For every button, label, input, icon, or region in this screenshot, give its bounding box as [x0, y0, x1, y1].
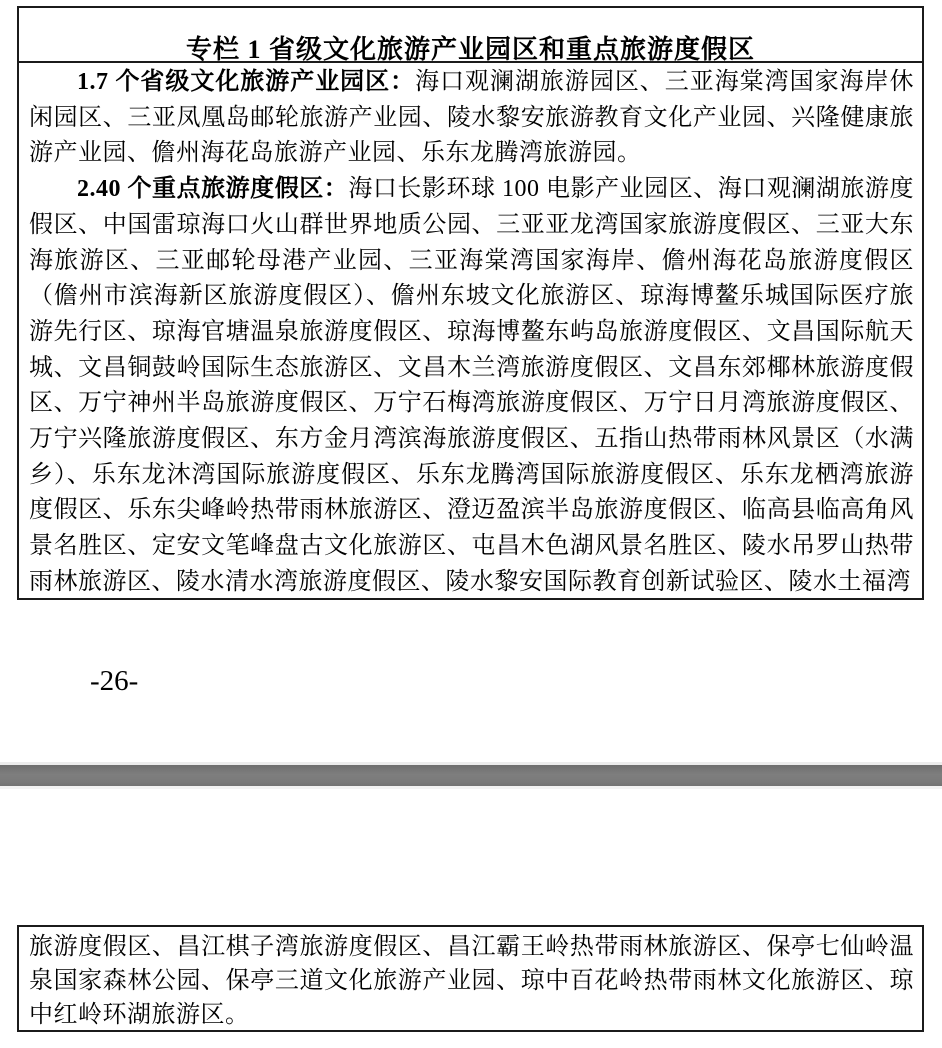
box-resorts-continued: [17, 925, 924, 1032]
box-continued-body: [19, 927, 922, 1032]
box-title: 专栏 1 省级文化旅游产业园区和重点旅游度假区: [19, 8, 922, 63]
page-separator-bar: [0, 765, 942, 786]
paragraph-industrial-parks-text: 海口观澜湖旅游园区、三亚海棠湾国家海岸休闲园区、三亚凤凰岛邮轮旅游产业园、陵水黎安旅游教育文化产业园、兴隆健康旅游产业园、儋州海花岛旅游产业园、乐东龙腾湾旅游园。: [29, 69, 914, 167]
paragraph-key-resorts: [29, 172, 914, 600]
page-separator: [0, 762, 942, 789]
paragraph-key-resorts-text: 海口长影环球 100 电影产业园区、海口观澜湖旅游度假区、中国雷琼海口火山群世界地质公园、三亚亚龙湾国家旅游度假区、三亚大东海旅游区、三亚邮轮母港产业园、三亚海棠湾国家海岸、儋州海花岛旅游度假区（儋州市滨海新区旅游度假区）、儋州东坡文化旅游区、琼海博鳌乐城国际医疗旅游先行区、琼海官塘温泉旅游度假区、琼海博鳌东屿岛旅游度假区、文昌国际航天城、文昌铜鼓岭国际生态旅游区、文昌木兰湾旅游度假区、文昌东郊椰林旅游度假区、万宁神州半岛旅游度假区、万宁石梅湾旅游度假区、万宁日月湾旅游度假区、万宁兴隆旅游度假区、东方金月湾滨海旅游度假区、五指山热带雨林风景区（水满乡）、乐东龙沐湾国际旅游度假区、乐东龙腾湾国际旅游度假区、乐东龙栖湾旅游度假区、乐东尖峰岭热带雨林旅游区、澄迈盈滨半岛旅游度假区、临高县临高角风景名胜区、定安文笔峰盘古文化旅游区、屯昌木色湖风景名胜区、陵水吊罗山热带雨林旅游区、陵水清水湾旅游度假区、陵水黎安国际教育创新试验区、陵水土福湾: [29, 176, 914, 595]
paragraph-industrial-parks-label: 1.7 个省级文化旅游产业园区：: [77, 69, 416, 95]
paragraph-industrial-parks: [29, 65, 914, 172]
paragraph-resorts-continued: 旅游度假区、昌江棋子湾旅游度假区、昌江霸王岭热带雨林旅游区、保亭七仙岭温泉国家森林公园、保亭三道文化旅游产业园、琼中百花岭热带雨林文化旅游区、琼中红岭环湖旅游区。: [29, 934, 914, 1028]
page-number: -26-: [90, 665, 139, 697]
box-body: [19, 63, 922, 601]
paragraph-key-resorts-label: 2.40 个重点旅游度假区：: [77, 176, 349, 203]
box-provincial-parks-and-resorts: [17, 6, 924, 600]
page-separator-bottom-edge: [0, 786, 942, 789]
